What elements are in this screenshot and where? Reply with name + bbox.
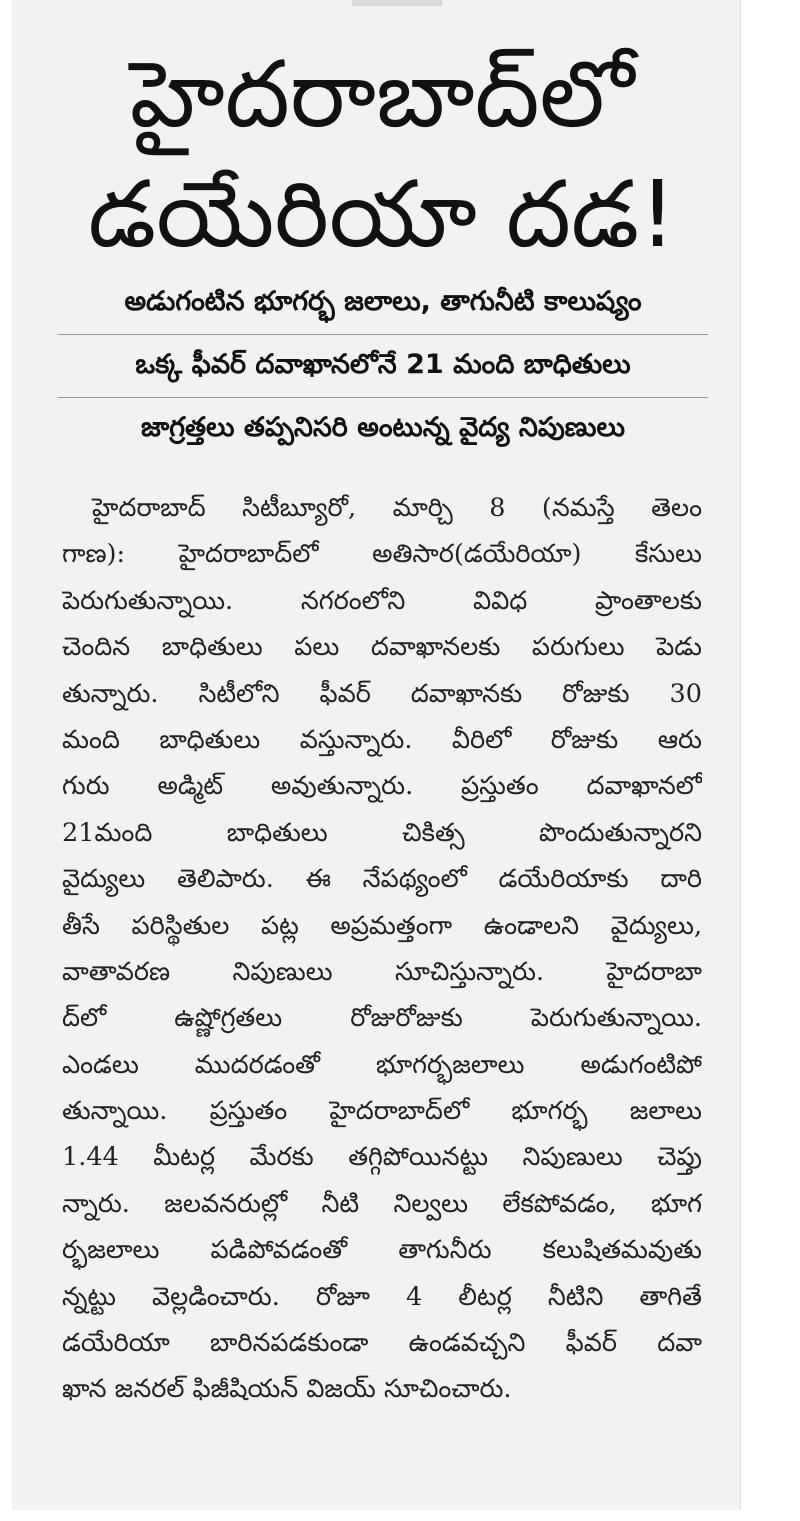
body-line: వైద్యులు తెలిపారు. ఈ నేపథ్యంలో డయేరియాకు దారి [62,864,702,895]
body-line: న్నారు. జలవనరుల్లో నీటి నిల్వలు లేకపోవడం, భూగ [62,1188,702,1219]
body-line: ర్భజలాలు పడిపోవడంతో తాగునీరు కలుషితమవుతు [62,1235,702,1266]
body-line: మంది బాధితులు వస్తున్నారు. వీరిలో రోజుకు ఆరు [62,724,702,755]
body-line: తున్నారు. సిటీలోని ఫీవర్ దవాఖానకు రోజుకు 30 [62,678,702,709]
body-line: ఎండలు ముదరడంతో భూగర్భజలాలు అడుగంటిపో [62,1049,702,1080]
body-line: చెందిన బాధితులు పలు దవాఖానలకు పరుగులు పెడు [62,632,702,663]
body-line: డయేరియా బారినపడకుండా ఉండవచ్చని ఫీవర్ దవా [62,1328,702,1359]
subheads [58,272,708,460]
body-line: వాతావరణ నిపుణులు సూచిస్తున్నారు. హైదరాబా [62,956,702,987]
body-line: హైదరాబాద్ సిటీబ్యూరో, మార్చి 8 (నమస్తే తెలం [92,493,702,523]
body-line: ద్‌లో ఉష్ణోగ్రతలు రోజురోజుకు పెరుగుతున్నాయి. [62,1003,702,1034]
article-body [62,485,702,1413]
body-line: తున్నాయి. ప్రస్తుతం హైదరాబాద్‌లో భూగర్భ జలాలు [62,1096,702,1127]
body-line: ఖాన జనరల్ ఫిజీషియన్ విజయ్ సూచించారు. [62,1374,512,1405]
body-line: తీసే పరిస్థితుల పట్ల అప్రమత్తంగా ఉండాలని వైద్యులు, [62,910,702,941]
body-line: 21మంది బాధితులు చికిత్స పొందుతున్నారని [62,817,702,848]
body-line: గురు అడ్మిట్ అవుతున్నారు. ప్రస్తుతం దవాఖానలో [62,771,702,802]
headline-line-1: హైదరాబాద్‌లో [129,41,635,148]
previous-clip-edge [352,0,442,6]
body-line: గాణ): హైదరాబాద్‌లో అతిసార(డయేరియా) కేసులు [62,539,702,570]
headline-line-2: డయేరియా దడ! [88,161,676,268]
newspaper-clipping [12,0,741,1510]
body-line: పెరుగుతున్నాయి. నగరంలోని వివిధ ప్రాంతాలకు [62,585,702,616]
subhead-2: ఒక్క ఫీవర్ దవాఖానలోనే 21 మంది బాధితులు [58,335,708,398]
subhead-3: జాగ్రత్తలు తప్పనిసరి అంటున్న వైద్య నిపుణులు [141,412,625,443]
body-line: న్నట్టు వెల్లడించారు. రోజూ 4 లీటర్ల నీటిని తాగితే [62,1281,702,1312]
body-line: 1.44 మీటర్ల మేరకు తగ్గిపోయినట్టు నిపుణులు చెప్తు [62,1142,702,1173]
subhead-1: అడుగంటిన భూగర్భ జలాలు, తాగునీటి కాలుష్యం [58,272,708,335]
